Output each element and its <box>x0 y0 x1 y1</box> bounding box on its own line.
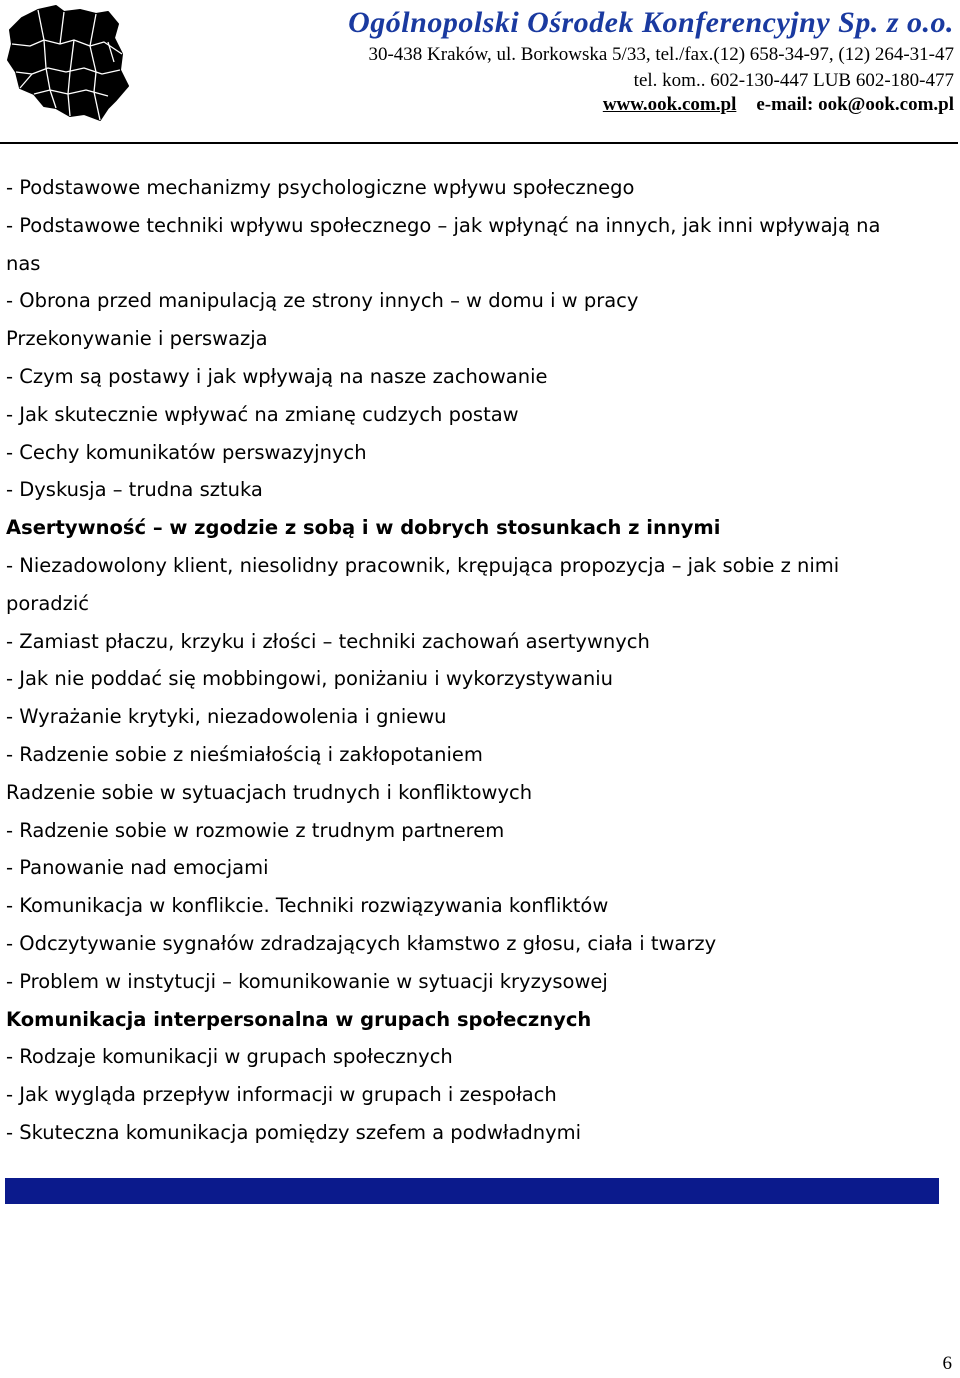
content-line: - Radzenie sobie w rozmowie z trudnym partnerem <box>6 818 505 842</box>
content-line: - Podstawowe mechanizmy psychologiczne wpływu społecznego <box>6 176 635 199</box>
section-heading: Asertywność – w zgodzie z sobą i w dobrych stosunkach z innymi <box>6 516 721 540</box>
content-line: - Skuteczna komunikacja pomiędzy szefem a podwładnymi <box>6 1120 582 1144</box>
content-line: - Rodzaje komunikacji w grupach społecznych <box>6 1045 453 1069</box>
footer-bar <box>5 1178 939 1204</box>
content-line: - Problem w instytucji – komunikowanie w sytuacji kryzysowej <box>6 969 608 993</box>
poland-map-icon <box>4 2 130 122</box>
content-line: - Obrona przed manipulacją ze strony innych – w domu i w pracy <box>6 289 639 313</box>
content-line: - Jak wygląda przepływ informacji w grupach i zespołach <box>6 1083 557 1107</box>
content-line: - Cechy komunikatów perswazyjnych <box>6 440 367 464</box>
header-divider <box>0 142 958 144</box>
content-line: - Wyrażanie krytyki, niezadowolenia i gniewu <box>6 705 447 729</box>
company-name: Ogólnopolski Ośrodek Konferencyjny Sp. z o.o. <box>348 6 954 39</box>
content-line: Przekonywanie i perswazja <box>6 327 268 351</box>
content-list <box>6 169 956 1152</box>
page-number: 6 <box>942 1353 952 1374</box>
section-heading: Komunikacja interpersonalna w grupach społecznych <box>6 1007 592 1031</box>
contact-line <box>603 94 954 116</box>
content-line: - Podstawowe techniki wpływu społecznego – jak wpłynąć na innych, jak inni wpływają na <box>6 213 881 237</box>
content-line: - Radzenie sobie z nieśmiałością i zakłopotaniem <box>6 742 483 766</box>
email-address: e-mail: ook@ook.com.pl <box>756 94 954 115</box>
content-line: - Jak skutecznie wpływać na zmianę cudzych postaw <box>6 402 519 426</box>
content-line: - Jak nie poddać się mobbingowi, poniżaniu i wykorzystywaniu <box>6 667 614 691</box>
content-line: Radzenie sobie w sytuacjach trudnych i konfliktowych <box>6 780 533 804</box>
company-phones: tel. kom.. 602-130-447 LUB 602-180-477 <box>633 70 954 91</box>
content-line: - Niezadowolony klient, niesolidny pracownik, krępująca propozycja – jak sobie z nimi <box>6 553 840 577</box>
content-line: nas <box>6 251 41 275</box>
content-line: - Zamiast płaczu, krzyku i złości – techniki zachowań asertywnych <box>6 629 650 653</box>
content-line: - Czym są postawy i jak wpływają na nasze zachowanie <box>6 364 548 388</box>
content-line: - Panowanie nad emocjami <box>6 856 269 880</box>
content-line: - Odczytywanie sygnałów zdradzających kłamstwo z głosu, ciała i twarzy <box>6 931 717 955</box>
content-line: - Komunikacja w konflikcie. Techniki rozwiązywania konfliktów <box>6 894 609 918</box>
website-link[interactable]: www.ook.com.pl <box>602 94 737 115</box>
company-address: 30-438 Kraków, ul. Borkowska 5/33, tel./fax.(12) 658-34-97, (12) 264-31-47 <box>368 44 954 65</box>
content-line: - Dyskusja – trudna sztuka <box>6 478 263 502</box>
content-line: poradzić <box>6 591 90 615</box>
